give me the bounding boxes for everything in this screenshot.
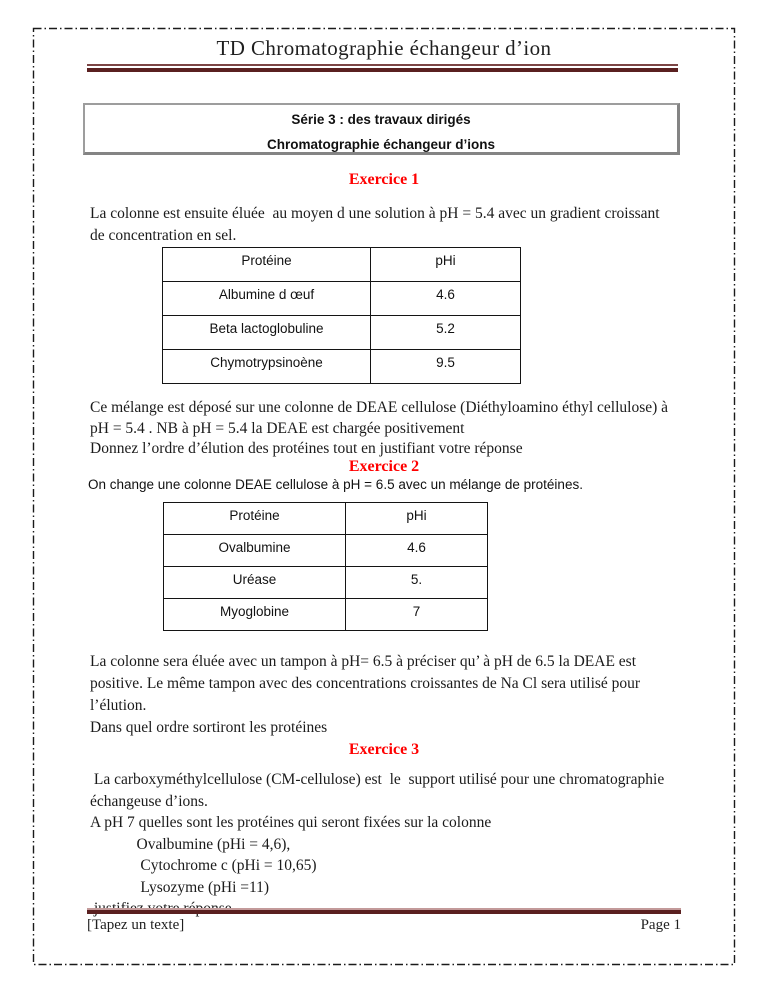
exercise2-outro-paragraph — [90, 651, 696, 739]
table-cell: 9.5 — [371, 350, 521, 384]
table-row — [164, 599, 488, 631]
exercise1-heading: Exercice 1 — [348, 171, 420, 188]
footer-divider-rule — [87, 908, 681, 914]
table-cell: Uréase — [164, 567, 346, 599]
table-row — [164, 567, 488, 599]
paragraph-line: Ce mélange est déposé sur une colonne de DEAE cellulose (Diéthyloamino éthyl cellulose) à — [90, 399, 669, 416]
title-divider-thin-line — [87, 64, 678, 66]
paragraph-line: de concentration en sel. — [90, 227, 237, 244]
table-cell: 5. — [346, 567, 488, 599]
paragraph-line: Lysozyme (pHi =11) — [90, 878, 270, 896]
table-cell: Myoglobine — [164, 599, 346, 631]
paragraph-line: Ovalbumine (pHi = 4,6), — [90, 835, 291, 853]
paragraph-line: échangeuse d’ions. — [90, 792, 208, 810]
series-box-line2: Chromatographie échangeur d’ions — [266, 137, 496, 152]
paragraph-line: La colonne est ensuite éluée au moyen d une solution à pH = 5.4 avec un gradient croissant — [90, 205, 660, 222]
paragraph-line: l’élution. — [90, 697, 147, 714]
exercise1-protein-table — [162, 247, 521, 384]
paragraph-line: Cytochrome c (pHi = 10,65) — [90, 857, 317, 874]
series-header-box — [83, 103, 680, 155]
table-row — [163, 316, 521, 350]
footer-divider-thick-line — [87, 910, 681, 914]
exercise2-protein-table — [163, 502, 488, 631]
table-header-row — [164, 503, 488, 535]
paragraph-line: La colonne sera éluée avec un tampon à pH= 6.5 à préciser qu’ à pH de 6.5 la DEAE est — [90, 653, 637, 670]
table-header-cell: pHi — [371, 248, 521, 282]
series-box-line1: Série 3 : des travaux dirigés — [291, 112, 471, 127]
table-cell: Albumine d œuf — [163, 282, 371, 316]
table-cell: 7 — [346, 599, 488, 631]
table-row — [163, 350, 521, 384]
table-row — [163, 282, 521, 316]
paragraph-line: La carboxyméthylcellulose (CM-cellulose) est le support utilisé pour une chromatographie — [90, 771, 665, 788]
table-header-cell: Protéine — [164, 503, 346, 535]
exercise2-heading: Exercice 2 — [348, 458, 420, 475]
title-divider-rule — [87, 64, 678, 72]
exercise1-intro-paragraph — [90, 203, 696, 247]
table-header-row — [163, 248, 521, 282]
table-row — [164, 535, 488, 567]
table-cell: 5.2 — [371, 316, 521, 350]
exercise3-paragraph — [90, 769, 696, 920]
exercise3-heading: Exercice 3 — [348, 741, 420, 758]
exercise2-intro-line: On change une colonne DEAE cellulose à pH = 6.5 avec un mélange de protéines. — [88, 477, 583, 492]
paragraph-line: A pH 7 quelles sont les protéines qui seront fixées sur la colonne — [90, 814, 492, 831]
table-cell: Beta lactoglobuline — [163, 316, 371, 350]
table-header-cell: pHi — [346, 503, 488, 535]
paragraph-line: pH = 5.4 . NB à pH = 5.4 la DEAE est chargée positivement — [90, 419, 465, 437]
table-cell: 4.6 — [371, 282, 521, 316]
table-cell: 4.6 — [346, 535, 488, 567]
paragraph-line: Dans quel ordre sortiront les protéines — [90, 719, 328, 736]
table-cell: Ovalbumine — [164, 535, 346, 567]
paragraph-line: positive. Le même tampon avec des concentrations croissantes de Na Cl sera utilisé pour — [90, 675, 641, 692]
footer-placeholder-text: [Tapez un texte] — [87, 917, 185, 933]
table-cell: Chymotrypsinoène — [163, 350, 371, 384]
page-footer — [87, 917, 681, 934]
page-title: TD Chromatographie échangeur d’ion — [216, 36, 552, 60]
table-header-cell: Protéine — [163, 248, 371, 282]
footer-page-number: Page 1 — [640, 917, 681, 933]
paragraph-line: Donnez l’ordre d’élution des protéines tout en justifiant votre réponse — [90, 440, 523, 457]
exercise1-outro-paragraph — [90, 398, 696, 460]
title-divider-thick-line — [87, 68, 678, 72]
